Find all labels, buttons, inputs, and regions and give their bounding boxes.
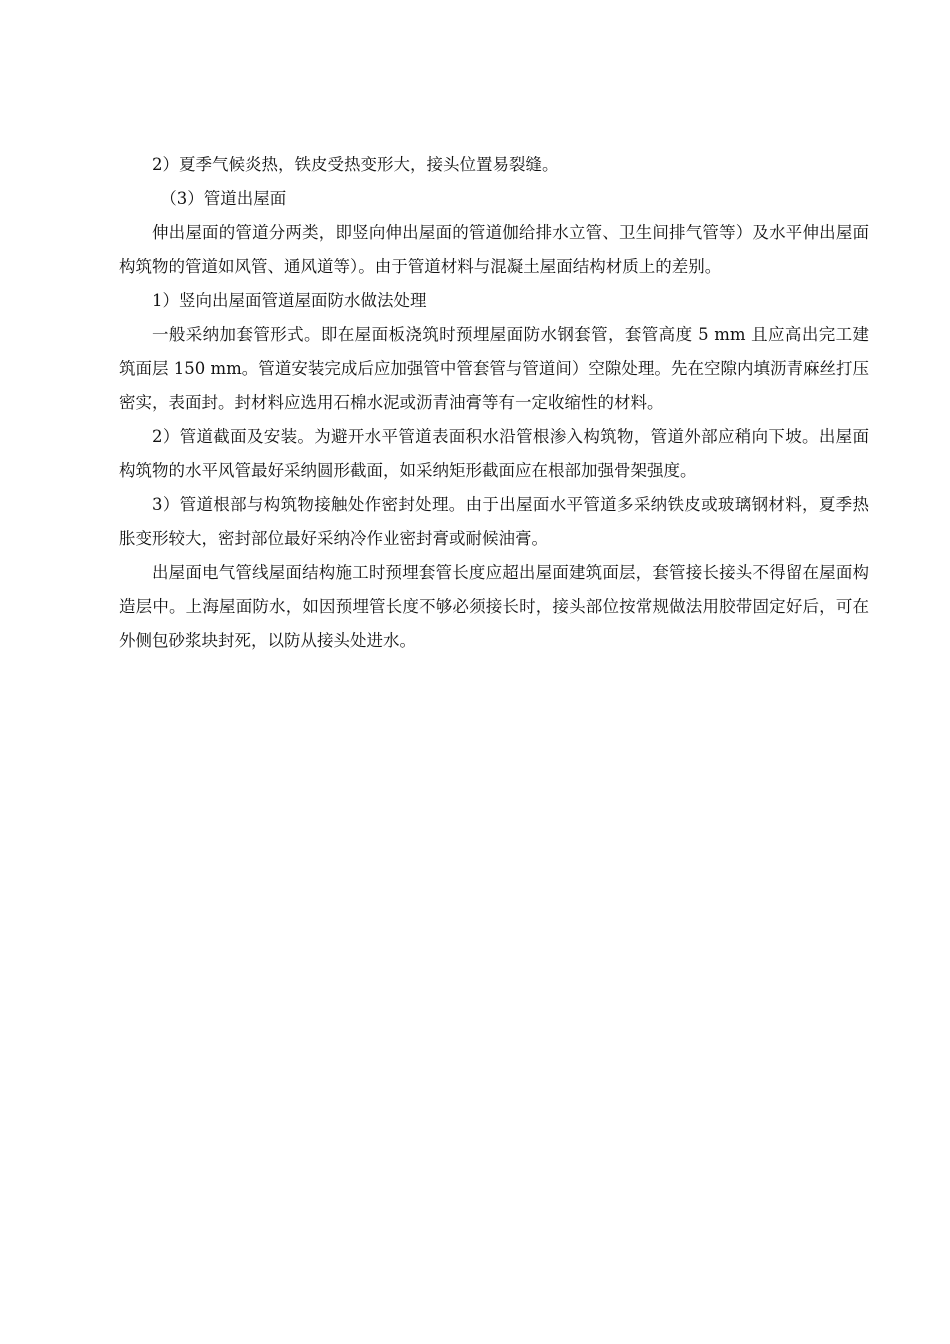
paragraph-pipe-types: 伸出屋面的管道分两类，即竖向伸出屋面的管道伽给排水立管、卫生间排气管等）及水平伸出屋面构筑物的管道如风管、通风道等）。由于管道材料与混凝土屋面结构材质上的差别。 (119, 223, 869, 276)
paragraph-pipe-section: 2）管道截面及安装。为避开水平管道表面积水沿管根渗入构筑物，管道外部应稍向下坡。出屋面构筑物的水平风管最好采纳圆形截面，如采纳矩形截面应在根部加强骨架强度。 (119, 427, 869, 480)
paragraph-root-sealing: 3）管道根部与构筑物接触处作密封处理。由于出屋面水平管道多采纳铁皮或玻璃钢材料，夏季热胀变形较大，密封部位最好采纳冷作业密封膏或耐候油膏。 (119, 495, 869, 548)
paragraph-sleeve-method: 一般采纳加套管形式。即在屋面板浇筑时预埋屋面防水钢套管，套管高度 5 mm 且应高出完工建筑面层 150 mm。管道安装完成后应加强管中管套管与管道间）空隙处理。先在空隙内填沥青麻丝打压密实，表面封。封材料应选用石棉水泥或沥青油膏等有一定收缩性的材料。 (119, 325, 869, 412)
paragraph-electrical-conduit: 出屋面电气管线屋面结构施工时预埋套管长度应超出屋面建筑面层，套管接长接头不得留在屋面构造层中。上海屋面防水，如因预埋管长度不够必须接长时，接头部位按常规做法用胶带固定好后，可在外侧包砂浆块封死，以防从接头处进水。 (119, 563, 869, 650)
paragraph-summer-deformation: 2）夏季气候炎热，铁皮受热变形大，接头位置易裂缝。 (152, 155, 559, 174)
document-body (119, 148, 869, 658)
subheading-vertical-pipe: 1）竖向出屋面管道屋面防水做法处理 (152, 291, 427, 310)
section-heading-pipe-outlet: （3）管道出屋面 (160, 189, 287, 208)
